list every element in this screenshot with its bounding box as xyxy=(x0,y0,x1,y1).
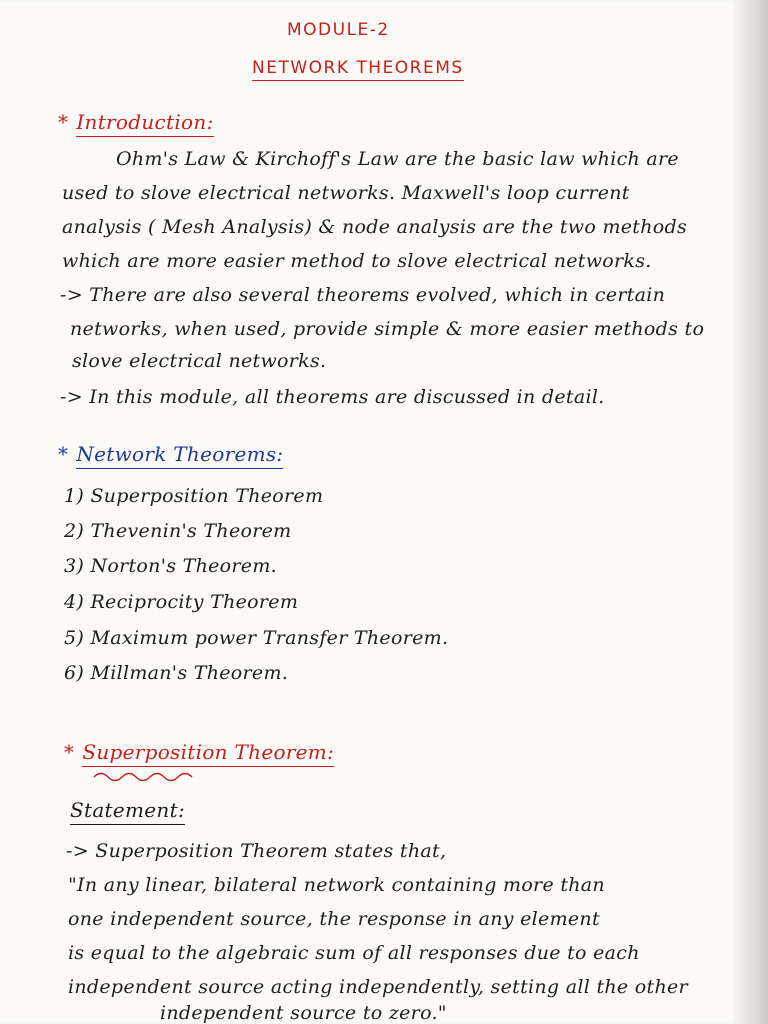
statement-line-3: one independent source, the response in any element xyxy=(68,908,600,930)
intro-line-1: Ohm's Law & Kirchoff's Law are the basic law which are xyxy=(116,148,679,170)
page-title: NETWORK THEOREMS xyxy=(252,60,464,77)
theorems-heading: * Network Theorems: xyxy=(58,444,283,464)
statement-line-6: independent source to zero." xyxy=(160,1002,447,1024)
theorem-item-6: 6) Millman's Theorem. xyxy=(64,662,289,684)
intro-line-4: which are more easier method to slove electrical networks. xyxy=(62,250,652,272)
statement-line-4: is equal to the algebraic sum of all responses due to each xyxy=(68,942,640,964)
theorem-item-4: 4) Reciprocity Theorem xyxy=(64,591,299,613)
intro-line-3: analysis ( Mesh Analysis) & node analysis are the two methods xyxy=(62,216,688,238)
theorem-item-3: 3) Norton's Theorem. xyxy=(64,555,277,577)
module-heading: MODULE-2 xyxy=(287,20,390,40)
superposition-heading: * Superposition Theorem: xyxy=(64,742,334,762)
theorem-item-1: 1) Superposition Theorem xyxy=(64,485,324,507)
intro-line-2: used to slove electrical networks. Maxwell's loop current xyxy=(62,182,630,204)
statement-line-5: independent source acting independently, setting all the other xyxy=(68,976,688,998)
intro-line-7: slove electrical networks. xyxy=(72,350,327,372)
heading-squiggle-underline xyxy=(92,770,202,784)
intro-line-6: networks, when used, provide simple & more easier methods to xyxy=(70,318,705,340)
intro-line-8: -> In this module, all theorems are discussed in detail. xyxy=(60,386,605,408)
intro-line-5: -> There are also several theorems evolved, which in certain xyxy=(60,284,666,306)
statement-label: Statement: xyxy=(70,800,185,820)
theorem-item-2: 2) Thevenin's Theorem xyxy=(64,520,292,542)
intro-heading: * Introduction: xyxy=(58,112,214,132)
statement-line-2: "In any linear, bilateral network containing more than xyxy=(68,874,605,896)
notebook-page-edge xyxy=(736,0,768,1024)
statement-line-1: -> Superposition Theorem states that, xyxy=(66,840,447,862)
theorem-item-5: 5) Maximum power Transfer Theorem. xyxy=(64,627,449,649)
